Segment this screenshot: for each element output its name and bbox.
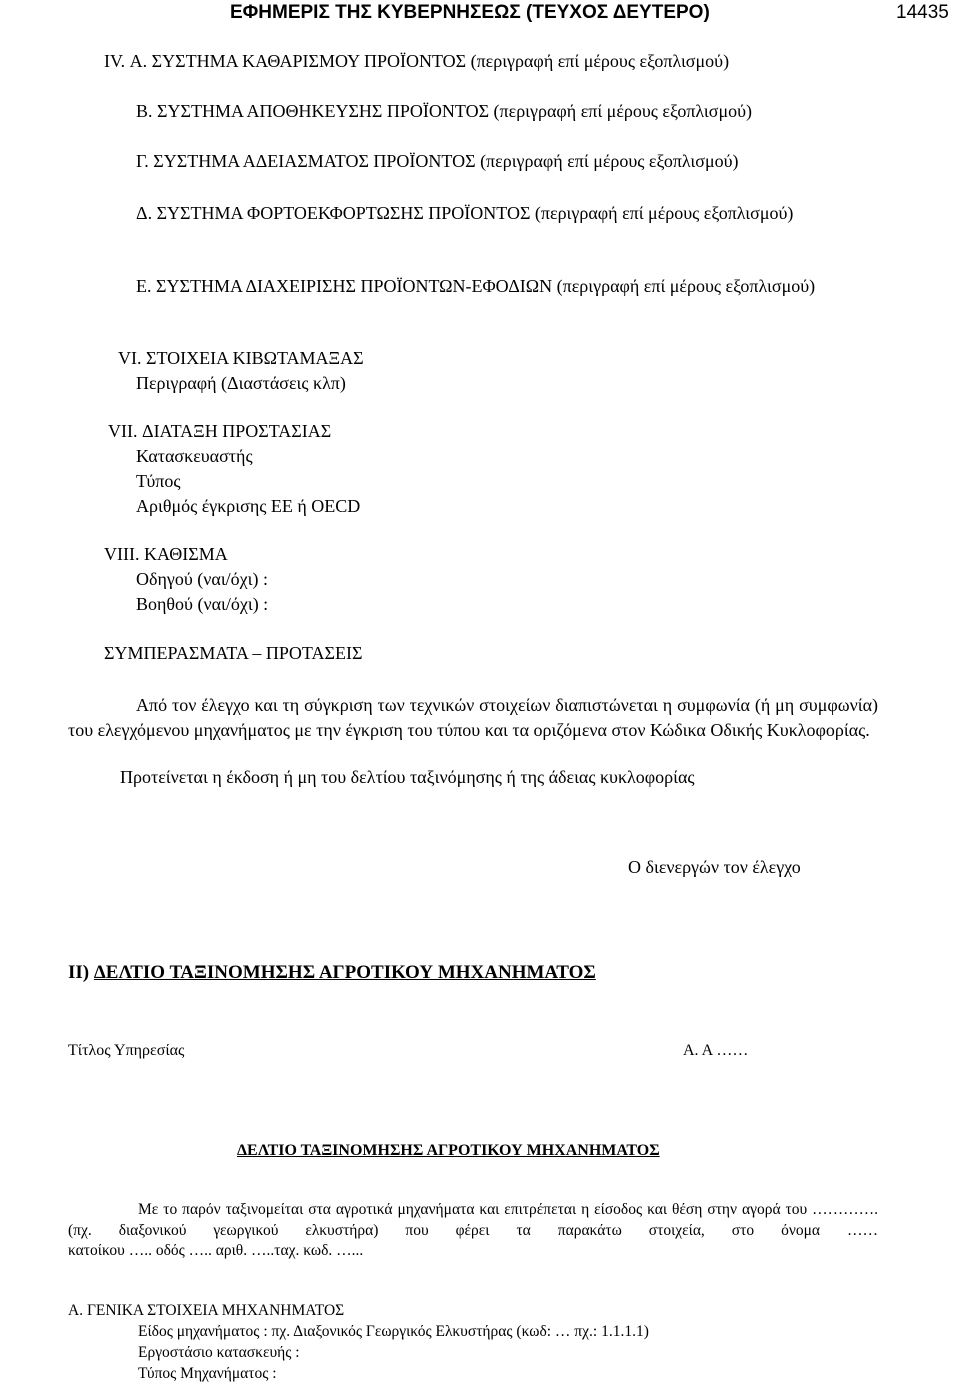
- general-data-heading: Α. ΓΕΝΙΚΑ ΣΤΟΙΧΕΙΑ ΜΗΧΑΝΗΜΑΤΟΣ: [68, 1302, 345, 1319]
- section-ii-prefix: II): [68, 962, 94, 983]
- section-viii-heading: VIII. ΚΑΘΙΣΜΑ: [104, 544, 228, 564]
- section-vi-description: Περιγραφή (Διαστάσεις κλπ): [136, 373, 346, 393]
- form-paragraph-address: κατοίκου ….. οδός ….. αριθ. …..ταχ. κωδ. …...: [68, 1242, 364, 1259]
- section-iv-d: Δ. ΣΥΣΤΗΜΑ ΦΟΡΤΟΕΚΦΟΡΤΩΣΗΣ ΠΡΟΪΟΝΤΟΣ (περιγραφή επί μέρους εξοπλισμού): [136, 203, 794, 223]
- section-vii-approval: Αριθμός έγκρισης ΕΕ ή OECD: [136, 496, 361, 516]
- machine-kind: Είδος μηχανήματος : πχ. Διαξονικός Γεωργικός Ελκυστήρας (κωδ: … πχ.: 1.1.1.1): [138, 1323, 649, 1340]
- form-title: ΔΕΛΤΙΟ ΤΑΞΙΝΟΜΗΣΗΣ ΑΓΡΟΤΙΚΟΥ ΜΗΧΑΝΗΜΑΤΟΣ: [237, 1142, 660, 1159]
- section-iv-a: IV. Α. ΣΥΣΤΗΜΑ ΚΑΘΑΡΙΣΜΟΥ ΠΡΟΪΟΝΤΟΣ (περιγραφή επί μέρους εξοπλισμού): [104, 51, 730, 71]
- section-iv-e: Ε. ΣΥΣΤΗΜΑ ΔΙΑΧΕΙΡΙΣΗΣ ΠΡΟΪΟΝΤΩΝ-ΕΦΟΔΙΩΝ (περιγραφή επί μέρους εξοπλισμού): [136, 276, 816, 296]
- gazette-header-title: ΕΦΗΜΕΡΙΣ ΤΗΣ ΚΥΒΕΡΝΗΣΕΩΣ (ΤΕΥΧΟΣ ΔΕΥΤΕΡΟ): [230, 2, 710, 23]
- section-vii-type: Τύπος: [136, 471, 181, 491]
- section-ii-title: [68, 962, 596, 984]
- section-ii-title-text: ΔΕΛΤΙΟ ΤΑΞΙΝΟΜΗΣΗΣ ΑΓΡΟΤΙΚΟΥ ΜΗΧΑΝΗΜΑΤΟΣ: [93, 962, 596, 983]
- conclusions-heading: ΣΥΜΠΕΡΑΣΜΑΤΑ – ΠΡΟΤΑΣΕΙΣ: [104, 643, 363, 663]
- page-number: 14435: [896, 2, 949, 23]
- manufacturing-plant: Εργοστάσιο κατασκευής :: [138, 1344, 300, 1361]
- section-vii-manufacturer: Κατασκευαστής: [136, 446, 253, 466]
- conclusions-paragraph: Από τον έλεγχο και τη σύγκριση των τεχνικών στοιχείων διαπιστώνεται η συμφωνία (ή μη συμφωνία) του ελεγχόμενου μηχανήματος με την έγκριση του τύπου και τα οριζόμενα στον Κώδικα Οδικής Κυκλοφορίας.: [68, 695, 878, 740]
- section-vii-heading: VII. ΔΙΑΤΑΞΗ ΠΡΟΣΤΑΣΙΑΣ: [108, 421, 332, 441]
- form-paragraph: Με το παρόν ταξινομείται στα αγροτικά μηχανήματα και επιτρέπεται η είσοδος και θέση στην αγορά του …………. (πχ. διαξονικού γεωργικού ελκυστήρα) που φέρει τα παρακάτω στοιχεία, στο όνομα ……: [68, 1201, 878, 1239]
- section-viii-assistant-seat: Βοηθού (ναι/όχι) :: [136, 594, 269, 614]
- section-viii-driver-seat: Οδηγού (ναι/όχι) :: [136, 569, 268, 589]
- section-vi-heading: VI. ΣΤΟΙΧΕΙΑ ΚΙΒΩΤΑΜΑΞΑΣ: [118, 348, 364, 368]
- service-title-label: Τίτλος Υπηρεσίας: [68, 1042, 185, 1059]
- section-iv-b: Β. ΣΥΣΤΗΜΑ ΑΠΟΘΗΚΕΥΣΗΣ ΠΡΟΪΟΝΤΟΣ (περιγραφή επί μέρους εξοπλισμού): [136, 101, 753, 121]
- protocol-number: Α. Α ……: [683, 1042, 749, 1059]
- machine-type: Τύπος Μηχανήματος :: [138, 1365, 277, 1382]
- conclusions-proposal: Προτείνεται η έκδοση ή μη του δελτίου ταξινόμησης ή της άδειας κυκλοφορίας: [120, 767, 695, 787]
- section-iv-c: Γ. ΣΥΣΤΗΜΑ ΑΔΕΙΑΣΜΑΤΟΣ ΠΡΟΪΟΝΤΟΣ (περιγραφή επί μέρους εξοπλισμού): [136, 151, 739, 171]
- inspector-signature: Ο διενεργών τον έλεγχο: [628, 857, 801, 877]
